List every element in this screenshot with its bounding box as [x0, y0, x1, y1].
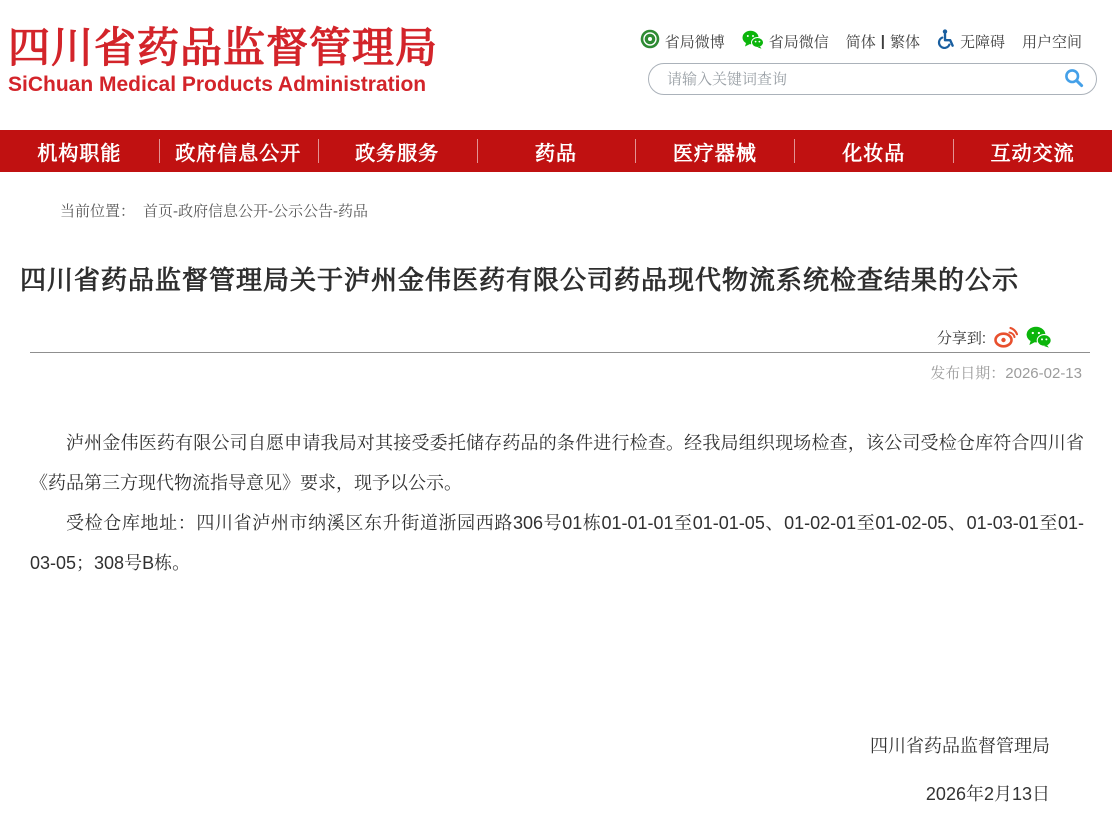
nav-item-interaction[interactable]: 互动交流 [953, 130, 1112, 172]
publish-date [930, 362, 1082, 383]
search-button[interactable] [1064, 68, 1084, 91]
signature-date: 2026年2月13日 [925, 784, 1050, 804]
signature-agency: 四川省药品监督管理局 [870, 736, 1050, 756]
weibo-link[interactable] [640, 29, 725, 53]
wechat-link-label: 省局微信 [768, 33, 829, 51]
lang-traditional-link[interactable]: 繁体 [889, 33, 920, 51]
publish-date-label: 发布日期： [930, 365, 1006, 382]
accessibility-link-label: 无障碍 [959, 33, 1005, 51]
breadcrumb-path[interactable]: 首页-政府信息公开-公示公告-药品 [143, 203, 369, 220]
breadcrumb [60, 200, 368, 221]
user-space-link[interactable] [1022, 31, 1082, 52]
main-nav [0, 130, 1112, 172]
share-row [937, 325, 1052, 349]
wechat-icon [742, 30, 764, 53]
weibo-link-label: 省局微博 [664, 33, 725, 51]
header-quick-links [640, 30, 1082, 52]
lang-simplified-link[interactable]: 简体 [845, 33, 876, 51]
accessibility-icon [937, 29, 955, 53]
accessibility-link[interactable] [937, 29, 1005, 53]
title-divider [30, 352, 1090, 353]
site-logo-chinese[interactable]: 四川省药品监督管理局 [8, 24, 439, 71]
weibo-badge-icon [640, 29, 660, 53]
share-label: 分享到: [936, 329, 986, 347]
nav-item-agency-functions[interactable]: 机构职能 [37, 142, 122, 165]
share-wechat-icon[interactable] [1026, 326, 1052, 348]
search-box [648, 63, 1097, 95]
user-space-link-label: 用户空间 [1021, 33, 1082, 51]
page-title: 四川省药品监督管理局关于泸州金伟医药有限公司药品现代物流系统检查结果的公示 [20, 265, 1020, 295]
nav-item-gov-info-disclosure[interactable]: 政府信息公开 [159, 130, 318, 172]
wechat-link[interactable] [742, 30, 829, 53]
nav-item-gov-services[interactable]: 政务服务 [318, 130, 477, 172]
article-paragraph: 泸州金伟医药有限公司自愿申请我局对其接受委托储存药品的条件进行检查。经我局组织现场检查，该公司受检仓库符合四川省《药品第三方现代物流指导意见》要求，现予以公示。 [30, 433, 1084, 493]
nav-item-drugs[interactable]: 药品 [477, 130, 636, 172]
share-weibo-icon[interactable] [994, 326, 1018, 348]
search-icon [1064, 68, 1084, 91]
article-body [30, 423, 1084, 583]
article-paragraph: 受检仓库地址：四川省泸州市纳溪区东升街道浙园西路306号01栋01-01-01至01-01-05、01-02-01至01-02-05、01-03-01至01-03-05；308号B栋。 [30, 513, 1084, 573]
lang-divider: | [880, 32, 885, 50]
publish-date-value: 2026-02-13 [1005, 365, 1082, 382]
language-switcher [846, 31, 920, 52]
search-input[interactable] [667, 71, 1064, 88]
site-logo-english[interactable]: SiChuan Medical Products Administration [8, 73, 427, 96]
nav-item-medical-devices[interactable]: 医疗器械 [635, 130, 794, 172]
breadcrumb-label: 当前位置： [60, 203, 136, 220]
nav-item-cosmetics[interactable]: 化妆品 [794, 130, 953, 172]
